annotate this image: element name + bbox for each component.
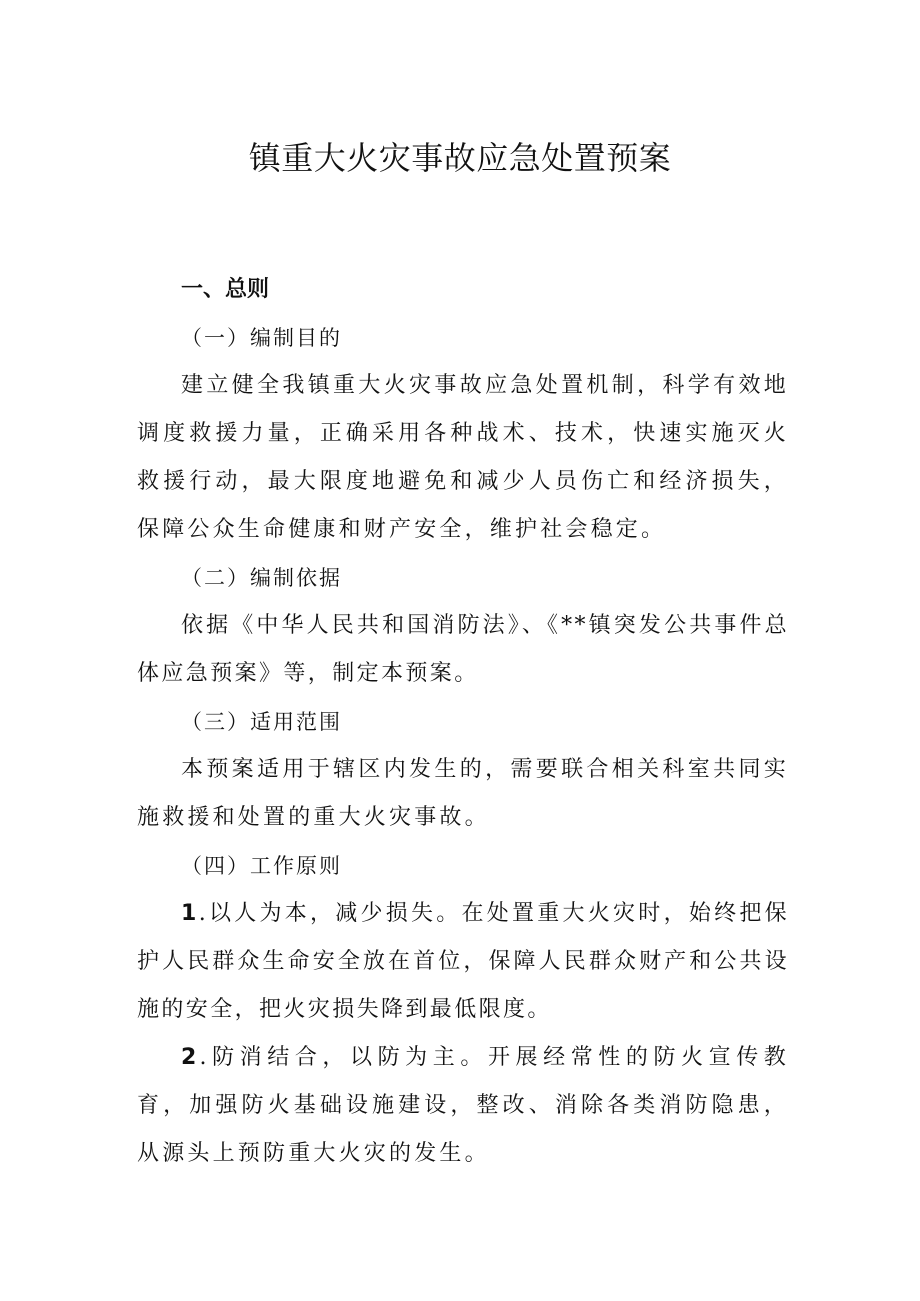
subsection-heading-purpose: （一）编制目的 <box>181 326 342 350</box>
paragraph-purpose: 建立健全我镇重大火灾事故应急处置机制，科学有效地调度救援力量，正确采用各种战术、技术，快速实施灭火救援行动，最大限度地避免和减少人员伤亡和经济损失，保障公众生命健康和财产安全，维护社会稳定。 <box>137 373 789 542</box>
subsection-heading-principles: （四）工作原则 <box>181 854 342 878</box>
principle-text-2: .防消结合，以防为主。开展经常性的防火宣传教育，加强防火基础设施建设，整改、消除各类消防隐患，从源头上预防重大火灾的发生。 <box>137 1045 789 1166</box>
document-title: 镇重大火灾事故应急处置预案 <box>248 139 672 177</box>
principle-text-1: .以人为本，减少损失。在处置重大火灾时，始终把保护人民群众生命安全放在首位，保障人民群众财产和公共设施的安全，把火灾损失降到最低限度。 <box>137 901 789 1022</box>
paragraph-basis: 依据《中华人民共和国消防法》、《**镇突发公共事件总体应急预案》等，制定本预案。 <box>137 613 789 686</box>
paragraph-scope: 本预案适用于辖区内发生的，需要联合相关科室共同实施救援和处置的重大火灾事故。 <box>137 757 789 830</box>
principle-number-2: 2 <box>181 1045 200 1070</box>
subsection-heading-scope: （三）适用范围 <box>181 710 342 734</box>
subsection-heading-basis: （二）编制依据 <box>181 566 342 590</box>
principle-item-2 <box>137 1034 789 1178</box>
section-heading-general: 一、总则 <box>181 277 270 302</box>
principle-item-1 <box>137 890 789 1034</box>
document-body <box>137 268 789 1178</box>
principle-number-1: 1 <box>181 901 199 926</box>
